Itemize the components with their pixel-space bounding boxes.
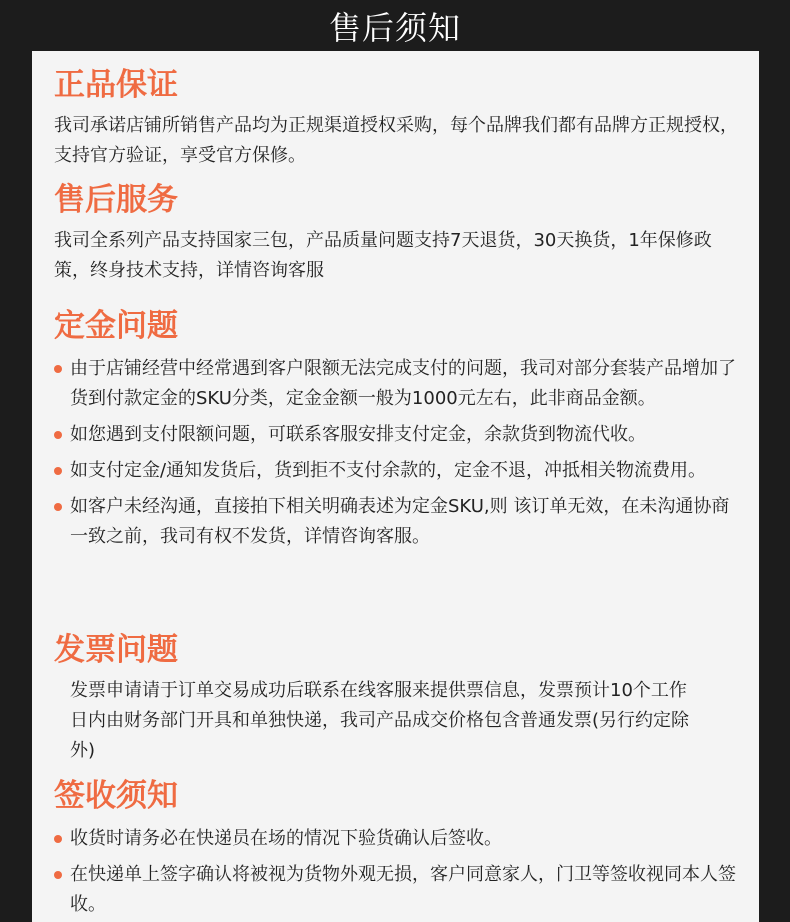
section-title-genuine: 正品保证	[54, 67, 178, 103]
section-title-invoice: 发票问题	[54, 632, 178, 668]
bullet-dot-icon	[54, 467, 62, 475]
list-item-text: 如您遇到支付限额问题，可联系客服安排支付定金，余款货到物流代收。	[70, 424, 646, 445]
section-title-deposit: 定金问题	[54, 308, 178, 344]
list-item	[54, 354, 744, 414]
section-after-sales	[54, 182, 744, 286]
bullet-dot-icon	[54, 503, 62, 511]
page-title: 售后须知	[328, 8, 461, 47]
receipt-list	[54, 824, 744, 920]
list-item	[54, 824, 744, 854]
list-item-text: 如支付定金/通知发货后，货到拒不支付余款的，定金不退，冲抵相关物流费用。	[70, 460, 707, 481]
section-title-after-sales: 售后服务	[54, 182, 178, 218]
notice-panel	[32, 51, 759, 922]
list-item	[54, 420, 744, 450]
list-item-text: 在快递单上签字确认将被视为货物外观无损，客户同意家人，门卫等签收视同本人签收。	[70, 864, 736, 915]
section-text-invoice: 发票申请请于订单交易成功后联系在线客服来提供票信息，发票预计10个工作日内由财务部门开具和单独快递，我司产品成交价格包含普通发票(另行约定除外)	[70, 680, 690, 761]
section-receipt	[54, 778, 744, 922]
section-text-genuine: 我司承诺店铺所销售产品均为正规渠道授权采购，每个品牌我们都有品牌方正规授权，支持官方验证，享受官方保修。	[54, 115, 738, 166]
page-header	[0, 0, 790, 51]
deposit-list	[54, 354, 744, 552]
bullet-dot-icon	[54, 835, 62, 843]
bullet-dot-icon	[54, 431, 62, 439]
list-item	[54, 456, 744, 486]
section-title-receipt: 签收须知	[54, 778, 178, 814]
list-item-text: 收货时请务必在快递员在场的情况下验货确认后签收。	[70, 828, 502, 849]
section-genuine	[54, 67, 744, 171]
list-item-text: 如客户未经沟通，直接拍下相关明确表述为定金SKU,则 该订单无效，在未沟通协商一致之前，我司有权不发货，详情咨询客服。	[70, 496, 730, 547]
section-invoice	[54, 632, 744, 766]
list-item-text: 由于店铺经营中经常遇到客户限额无法完成支付的问题，我司对部分套装产品增加了货到付款定金的SKU分类，定金金额一般为1000元左右，此非商品金额。	[70, 358, 736, 409]
list-item	[54, 860, 744, 920]
list-item	[54, 492, 744, 552]
section-text-after-sales: 我司全系列产品支持国家三包，产品质量问题支持7天退货，30天换货，1年保修政策，终身技术支持，详情咨询客服	[54, 230, 712, 281]
bullet-dot-icon	[54, 365, 62, 373]
bullet-dot-icon	[54, 871, 62, 879]
section-deposit	[54, 308, 744, 558]
